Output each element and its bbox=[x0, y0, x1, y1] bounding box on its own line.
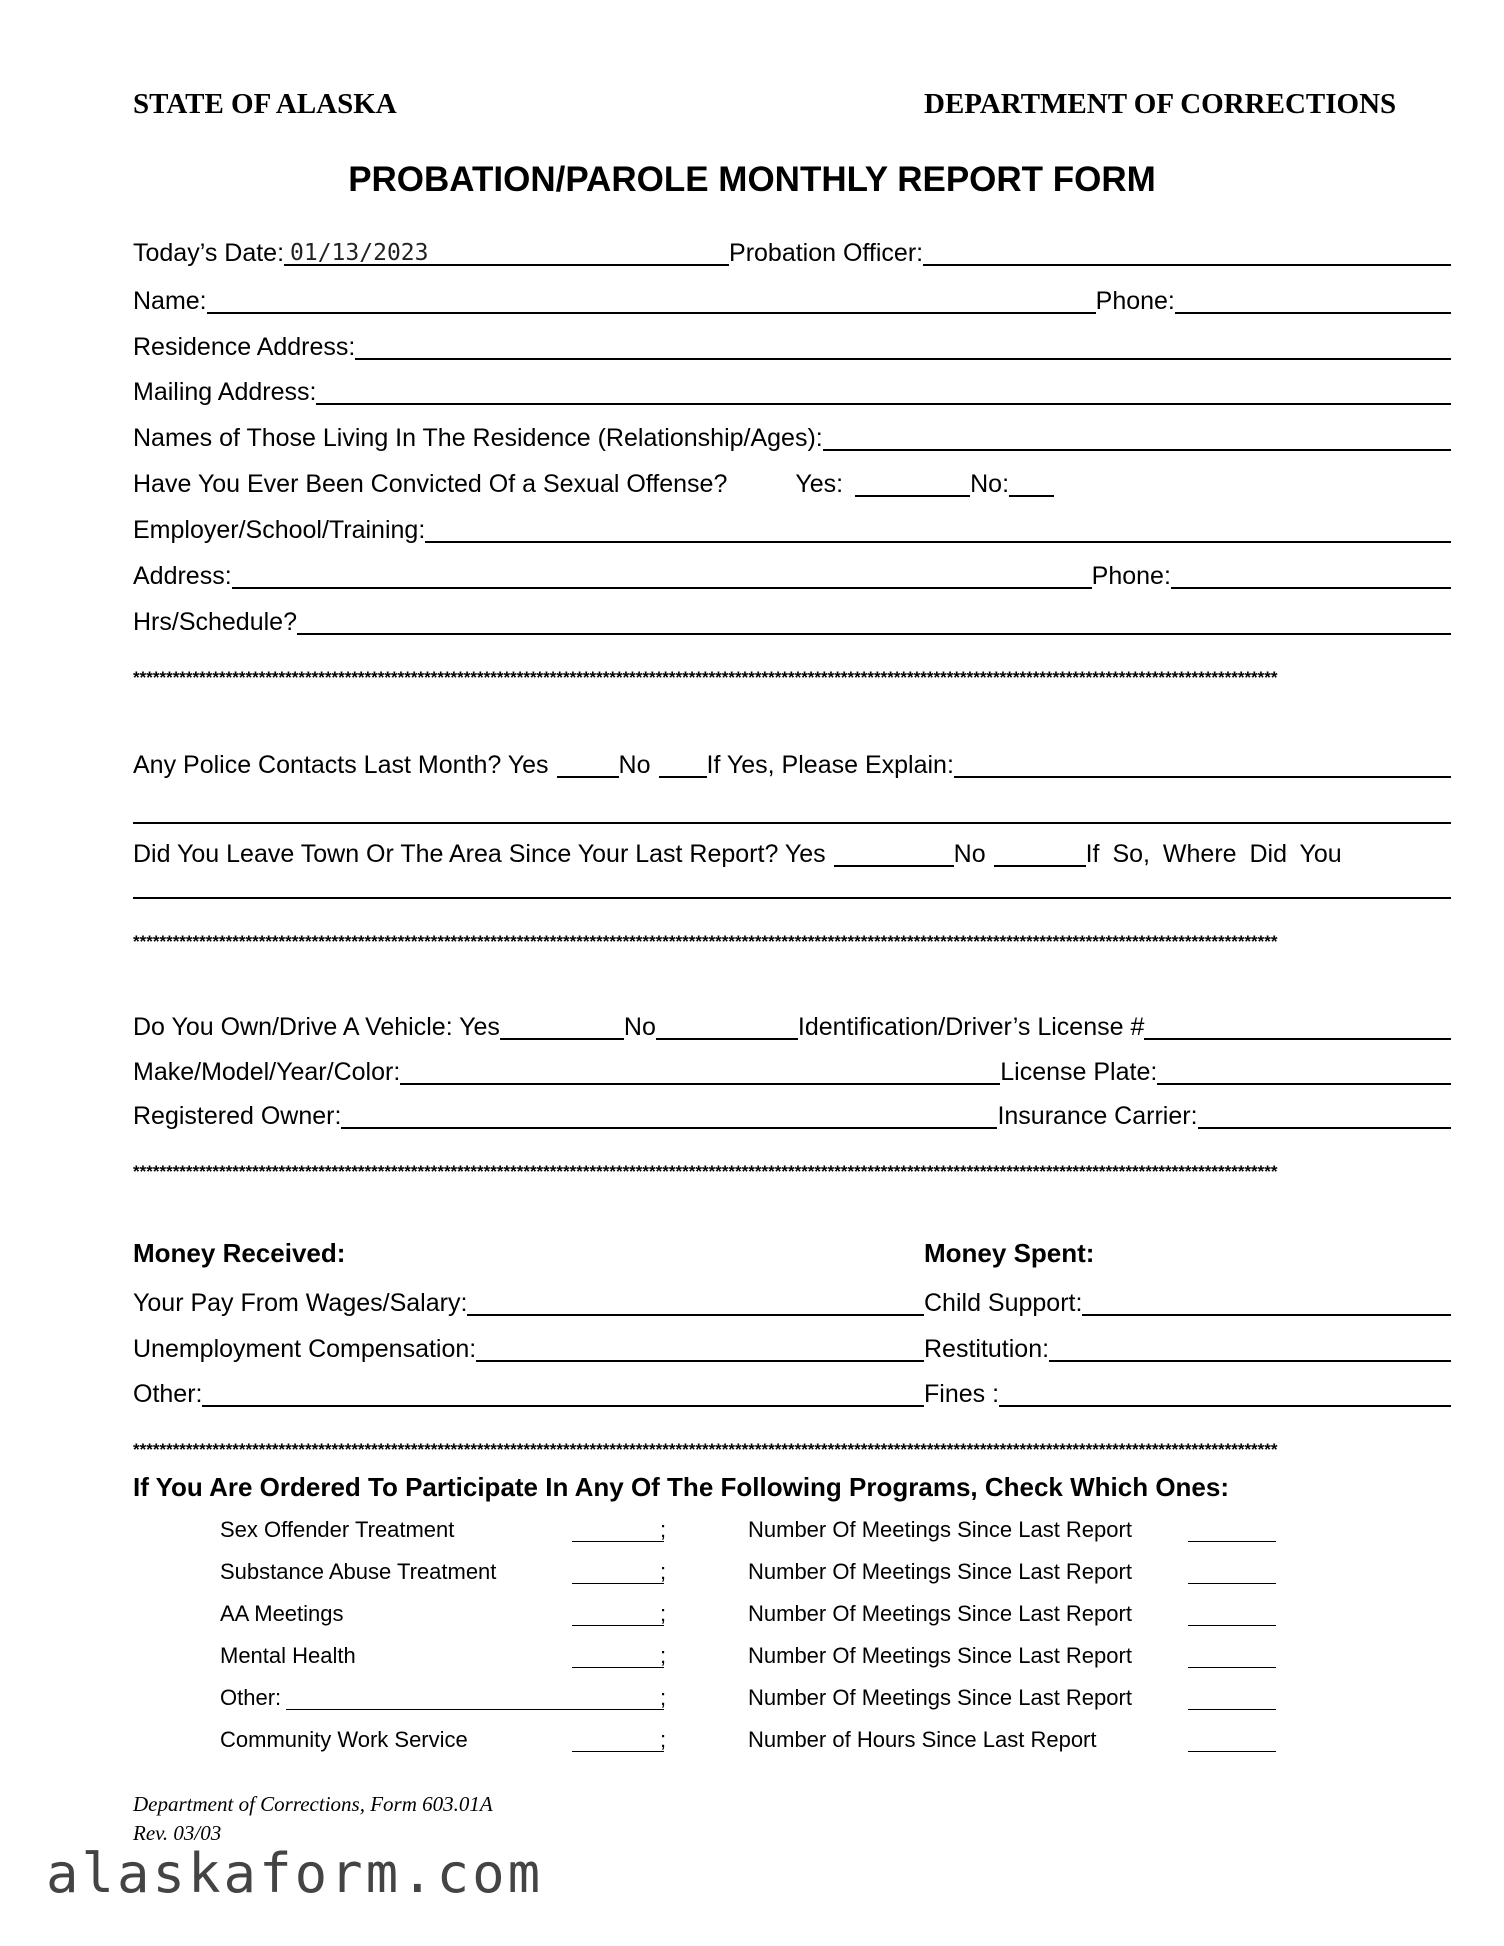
program-metric: Number Of Meetings Since Last Report bbox=[748, 1517, 1132, 1542]
other-income-label: Other: bbox=[133, 1380, 203, 1408]
license-field[interactable] bbox=[1144, 1016, 1451, 1040]
program-semicolon: ; bbox=[660, 1559, 667, 1584]
todays-date-label: Today’s Date: bbox=[133, 239, 285, 267]
program-check-field[interactable] bbox=[572, 1625, 664, 1626]
row-restitution bbox=[924, 1332, 1451, 1364]
program-metric: Number Of Meetings Since Last Report bbox=[748, 1559, 1132, 1584]
money-spent-title: Money Spent: bbox=[924, 1238, 1095, 1268]
child-support-field[interactable] bbox=[1082, 1292, 1451, 1316]
program-count-field[interactable] bbox=[1188, 1667, 1276, 1668]
row-employer bbox=[133, 513, 1451, 545]
mailing-field[interactable] bbox=[316, 381, 1451, 405]
plate-label: License Plate: bbox=[1000, 1058, 1158, 1086]
phone-field[interactable] bbox=[1175, 290, 1451, 314]
travel-no-field[interactable] bbox=[994, 843, 1086, 867]
row-police bbox=[133, 748, 1451, 780]
child-support-label: Child Support: bbox=[924, 1289, 1083, 1317]
program-count-field[interactable] bbox=[1188, 1625, 1276, 1626]
travel-where-label: If So, Where Did You bbox=[1085, 840, 1342, 868]
program-metric: Number Of Meetings Since Last Report bbox=[748, 1643, 1132, 1668]
program-semicolon: ; bbox=[660, 1517, 667, 1542]
probation-officer-field[interactable] bbox=[923, 242, 1451, 266]
license-label: Identification/Driver’s License # bbox=[797, 1013, 1145, 1041]
program-name: AA Meetings bbox=[220, 1601, 344, 1626]
police-explain-label: If Yes, Please Explain: bbox=[706, 751, 954, 779]
police-explain-field[interactable] bbox=[954, 754, 1451, 778]
row-vehicle bbox=[133, 1010, 1451, 1042]
names-living-label: Names of Those Living In The Residence (Relationship/Ages): bbox=[133, 424, 823, 452]
names-living-field[interactable] bbox=[823, 427, 1451, 451]
owner-field[interactable] bbox=[341, 1105, 997, 1129]
row-wages bbox=[133, 1286, 924, 1318]
insurance-label: Insurance Carrier: bbox=[997, 1102, 1198, 1130]
program-check-field[interactable] bbox=[572, 1583, 664, 1584]
employer-label: Employer/School/Training: bbox=[133, 516, 426, 544]
row-address-phone bbox=[133, 559, 1451, 591]
program-check-field[interactable] bbox=[572, 1751, 664, 1752]
program-count-field[interactable] bbox=[1188, 1583, 1276, 1584]
phone-label: Phone: bbox=[1095, 287, 1175, 315]
travel-where-line[interactable] bbox=[133, 897, 1451, 899]
make-field[interactable] bbox=[400, 1061, 1000, 1085]
employer-phone-field[interactable] bbox=[1171, 565, 1451, 589]
fines-field[interactable] bbox=[999, 1383, 1451, 1407]
program-name: Other: bbox=[220, 1685, 282, 1710]
row-mailing bbox=[133, 375, 1451, 407]
unemployment-label: Unemployment Compensation: bbox=[133, 1335, 477, 1363]
vehicle-no-field[interactable] bbox=[656, 1016, 798, 1040]
separator-stars-4: ***************************************************************************************************************************************************************************** bbox=[133, 1440, 1278, 1459]
travel-no-label: No bbox=[953, 840, 986, 868]
owner-label: Registered Owner: bbox=[133, 1102, 342, 1130]
police-no-label: No bbox=[618, 751, 651, 779]
employer-address-field[interactable] bbox=[232, 565, 1092, 589]
restitution-field[interactable] bbox=[1049, 1338, 1451, 1362]
sexual-offense-label: Have You Ever Been Convicted Of a Sexual Offense? bbox=[133, 470, 728, 498]
row-sexual-offense bbox=[133, 467, 1093, 499]
sexual-offense-no-label: No: bbox=[970, 470, 1010, 498]
sexual-offense-yes-field[interactable] bbox=[855, 473, 970, 497]
police-no-field[interactable] bbox=[659, 754, 707, 778]
row-make bbox=[133, 1055, 1451, 1087]
police-explain-line-2[interactable] bbox=[133, 822, 1451, 824]
other-income-field[interactable] bbox=[202, 1383, 924, 1407]
separator-stars-1: ***************************************************************************************************************************************************************************** bbox=[133, 668, 1278, 687]
program-count-field[interactable] bbox=[1188, 1709, 1276, 1710]
state-heading: STATE OF ALASKA bbox=[133, 88, 397, 120]
fines-label: Fines : bbox=[924, 1380, 1000, 1408]
program-name: Community Work Service bbox=[220, 1727, 468, 1752]
travel-label: Did You Leave Town Or The Area Since Your Last Report? Yes bbox=[133, 840, 826, 868]
watermark: alaskaform.com bbox=[46, 1842, 544, 1905]
insurance-field[interactable] bbox=[1198, 1105, 1451, 1129]
unemployment-field[interactable] bbox=[476, 1338, 924, 1362]
police-yes-field[interactable] bbox=[557, 754, 619, 778]
sexual-offense-no-field[interactable] bbox=[1009, 473, 1054, 497]
program-metric: Number Of Meetings Since Last Report bbox=[748, 1685, 1132, 1710]
program-semicolon: ; bbox=[660, 1601, 667, 1626]
row-unemployment bbox=[133, 1332, 924, 1364]
sexual-offense-yes-label: Yes: bbox=[795, 470, 844, 498]
footer-revision: Rev. 03/03 bbox=[133, 1821, 222, 1845]
program-count-field[interactable] bbox=[1188, 1751, 1276, 1752]
program-count-field[interactable] bbox=[1188, 1541, 1276, 1542]
programs-title: If You Are Ordered To Participate In Any Of The Following Programs, Check Which Ones: bbox=[133, 1472, 1230, 1502]
employer-field[interactable] bbox=[425, 519, 1451, 543]
residence-label: Residence Address: bbox=[133, 333, 356, 361]
travel-yes-field[interactable] bbox=[834, 843, 954, 867]
address-label: Address: bbox=[133, 562, 232, 590]
program-check-field[interactable] bbox=[286, 1709, 664, 1710]
vehicle-label: Do You Own/Drive A Vehicle: Yes bbox=[133, 1013, 500, 1041]
row-travel bbox=[133, 837, 1451, 869]
name-field[interactable] bbox=[207, 290, 1096, 314]
program-name: Substance Abuse Treatment bbox=[220, 1559, 497, 1584]
vehicle-yes-field[interactable] bbox=[500, 1016, 624, 1040]
wages-field[interactable] bbox=[467, 1292, 924, 1316]
program-semicolon: ; bbox=[660, 1685, 667, 1710]
footer-form-number: Department of Corrections, Form 603.01A bbox=[133, 1792, 493, 1816]
department-heading: DEPARTMENT OF CORRECTIONS bbox=[924, 88, 1397, 120]
program-semicolon: ; bbox=[660, 1643, 667, 1668]
money-received-title: Money Received: bbox=[133, 1238, 346, 1268]
row-owner bbox=[133, 1099, 1451, 1131]
todays-date-field[interactable] bbox=[284, 242, 729, 266]
probation-officer-label: Probation Officer: bbox=[729, 239, 924, 267]
separator-stars-3: ***************************************************************************************************************************************************************************** bbox=[133, 1162, 1278, 1181]
program-check-field[interactable] bbox=[572, 1541, 664, 1542]
row-fines bbox=[924, 1377, 1451, 1409]
row-other-income bbox=[133, 1377, 924, 1409]
row-child-support bbox=[924, 1286, 1451, 1318]
program-semicolon: ; bbox=[660, 1727, 667, 1752]
program-name: Mental Health bbox=[220, 1643, 356, 1668]
hours-label: Hrs/Schedule? bbox=[133, 608, 297, 636]
restitution-label: Restitution: bbox=[924, 1335, 1050, 1363]
mailing-label: Mailing Address: bbox=[133, 378, 317, 406]
todays-date-value: 01/13/2023 bbox=[290, 240, 429, 266]
police-label: Any Police Contacts Last Month? Yes bbox=[133, 751, 549, 779]
row-residence bbox=[133, 330, 1451, 362]
row-hours bbox=[133, 605, 1451, 637]
employer-phone-label: Phone: bbox=[1091, 562, 1171, 590]
plate-field[interactable] bbox=[1157, 1061, 1451, 1085]
separator-stars-2: ***************************************************************************************************************************************************************************** bbox=[133, 932, 1278, 951]
wages-label: Your Pay From Wages/Salary: bbox=[133, 1289, 468, 1317]
hours-field[interactable] bbox=[297, 611, 1451, 635]
row-name-phone bbox=[133, 284, 1451, 316]
row-names-living bbox=[133, 421, 1451, 453]
program-metric: Number of Hours Since Last Report bbox=[748, 1727, 1097, 1752]
program-name: Sex Offender Treatment bbox=[220, 1517, 455, 1542]
program-check-field[interactable] bbox=[572, 1667, 664, 1668]
row-date-officer bbox=[133, 236, 1451, 268]
program-metric: Number Of Meetings Since Last Report bbox=[748, 1601, 1132, 1626]
make-label: Make/Model/Year/Color: bbox=[133, 1058, 401, 1086]
name-label: Name: bbox=[133, 287, 207, 315]
vehicle-no-label: No bbox=[623, 1013, 656, 1041]
form-title: PROBATION/PAROLE MONTHLY REPORT FORM bbox=[348, 160, 1156, 199]
residence-field[interactable] bbox=[355, 336, 1451, 360]
